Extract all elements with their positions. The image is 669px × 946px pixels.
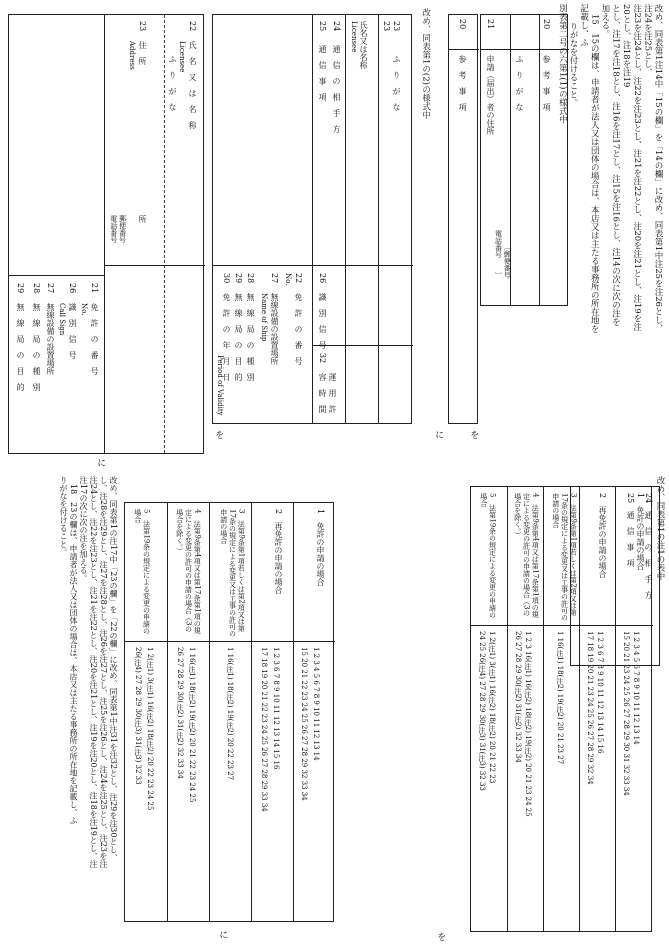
table-row-label: 3 法第9条第1項若しくは第2項又は第17条の規定による変更又は工事の許可の申請の場合: [219, 509, 246, 637]
table-row-values: 26 27 28 29 30(注2) 31(注2) 32 33 34: [175, 647, 184, 779]
row-number: 21: [486, 19, 495, 30]
postal-field: 郵便番号 電話番号: [109, 215, 127, 243]
row-label: 参 考 事 項: [458, 55, 467, 111]
table-row-label: 4 法第9条第4項又は第17条第1項の規定による変更の許可の申請の場合（3の場合を除く。）: [513, 493, 540, 618]
row-number: 24: [644, 493, 653, 504]
bottom-note-text: [6, 476, 118, 936]
table-row-values: 1 2 3 4 5 6 7 8 9 10 11 12 13 14: [631, 631, 640, 745]
table-row-values: 1 2(注1) 3(注1) 16(注2) 18(注2) 20 21 22 23: [487, 631, 496, 784]
row-number: 22: [188, 21, 197, 32]
kaime-text: 改め、同表第1の(2)の様式中: [420, 8, 431, 119]
table-row-values: 17 18 19 20 21 23 24 25 26 27 28 29 32 34: [585, 631, 594, 785]
table-row-values: 1 16(注1) 18(注2) 19(注2) 20 21 23 27: [555, 631, 564, 765]
row-number: 20: [458, 19, 467, 30]
note-line: 改め、同表第1の注17中「23の欄」を「22の欄」に改め、同表第1中注31を注32とし、注29を注30とし、: [109, 476, 118, 862]
row-label: 無 線 局 の 目 的: [234, 293, 243, 381]
table-row-values: 17 18 19 20 21 22 23 24 25 26 27 28 29 33 34: [259, 647, 268, 812]
row-number: 23: [382, 21, 391, 32]
table-row-values: 1 16(注1) 18(注2) 19(注2) 20 21 22 23 24 25: [187, 647, 196, 803]
kaime-text: 改め、同表第1の注1の表中: [655, 476, 665, 581]
postal-field: 〔郵便番号 電話番号 〕: [494, 230, 512, 279]
row-label: 所: [138, 215, 147, 223]
row-number: 28: [246, 273, 255, 284]
table-row-label: 2 再免許の申請の場合: [274, 509, 283, 595]
table-row-label: 1 免許の申請の場合: [636, 493, 645, 571]
row-sub: Name of Ship: [259, 293, 268, 342]
row-sub: Call Sign: [57, 303, 66, 336]
row-label: 運 用 許 容 時 間: [318, 373, 337, 421]
wo-text: を: [213, 430, 224, 439]
row-label: 氏 名 又 は 名 称: [188, 41, 197, 129]
row-label: 申請（届出）者の住所: [486, 55, 495, 135]
ni-mark-bottom: [216, 930, 227, 939]
row-number: 23: [392, 21, 401, 32]
table-row-values: 26(注4) 27 28 29 30(注3) 31(注3) 32 33: [133, 647, 142, 785]
table-row-values: 15 20 21 22 23 24 25 26 27 28 29 32 33 34: [299, 647, 308, 801]
row-label: 氏名又は名称: [359, 21, 368, 69]
row-number: 20: [542, 19, 551, 30]
table-row-values: 1 2 3 4 5 6 7 8 9 10 11 12 13 14: [311, 647, 320, 761]
table-row-values: 15 20 21 23 24 25 26 27 28 29 30 31 32 33 34: [621, 631, 630, 796]
wo-mark-2: [212, 430, 223, 439]
table-row-label: 5 法第19条の規定による変更の申請の場合: [479, 493, 497, 619]
table-row-values: 24 25 26(注4) 27 28 29 30(注3) 31(注3) 32 33: [477, 631, 486, 791]
note-line: 18 23の欄は、申請者が法人又は団体の場合は、本店又は主たる事務所の所在地を記載し、ふ: [69, 484, 78, 825]
row-number: 25: [318, 21, 327, 32]
note-line: りがなを付けること。: [568, 22, 578, 107]
row-label: 無 線 局 の 種 別: [32, 303, 41, 391]
row-label: 無線設備の設置場所: [46, 303, 55, 375]
table-row-label: 1 免許の申請の場合: [316, 509, 325, 587]
row-sub: Licensee: [349, 21, 358, 53]
note-line: 改め、同表第1注14中「15の欄」を「14の欄」に改め、同表第1中注25を注26とし、注24を注25とし、: [642, 4, 663, 333]
row-number: 27: [46, 283, 55, 294]
note-line: とし、注17を注18とし、注16を注17とし、注15を注16とし、注14の次に次の注を加える。: [599, 4, 621, 327]
row-label: 通 信 の 相 手 方: [332, 45, 341, 133]
row-label: 識 別 信 号: [68, 303, 77, 359]
furigana-label: ふ り が な: [168, 55, 177, 111]
row-number: 21: [90, 283, 99, 294]
note-line: 注24とし、注22を注23とし、注21を注22とし、注20を注21とし、注19を注20とし、注18を注19とし、注: [89, 476, 98, 868]
row-label: 免 許 の 番 号: [294, 293, 303, 365]
row-number: 22: [294, 273, 303, 284]
table-row-label: 5 法第19条の規定による変更の申請の場合: [133, 509, 151, 635]
note-line: りがなを付けること。: [59, 476, 68, 556]
top-section: [0, 0, 669, 470]
row-sub: No.: [283, 273, 292, 286]
row-number: 24: [332, 21, 341, 32]
table-row-label: 4 法第9条第4項又は第17条第1項の規定による変更の許可の申請の場合（3の場合を除く。）: [175, 509, 202, 634]
row-sub: Period of Validity: [215, 355, 224, 416]
wo-text: を: [435, 932, 446, 941]
row-number: 26: [68, 283, 77, 294]
top-note-text: [557, 4, 663, 334]
wo-text: を: [468, 430, 479, 439]
row-number: 26: [318, 273, 327, 284]
row-sub: No.: [79, 303, 88, 316]
ni-mark: [432, 430, 443, 439]
table-row-label: 3 法第9条第1項若しくは第2項又は第17条の規定による変更又は工事の許可の申請の場合: [551, 493, 578, 621]
note-line: 注23を注24とし、注22を注23とし、注21を注22とし、注20を注21とし、注19を注20とし、注18を注19: [621, 4, 642, 331]
table-row-values: 1 2 3 16(注1) 16(注2) 18(注2) 19(注2) 20 21 23 24 25: [523, 631, 532, 817]
note-line: し、注28を注29とし、注27を注28とし、注26を注27とし、注25を注26とし、注24を注25とし、注23を注: [99, 476, 108, 868]
form-box-left: [8, 14, 204, 454]
row-label: 住 所: [138, 41, 147, 65]
table-row-values: 1 2 3 6 7 8 9 10 11 12 13 14 15 16: [595, 631, 604, 754]
row-label: 免 許 の 番 号: [90, 303, 99, 375]
furigana-label: ふ り が な: [515, 55, 524, 111]
table-new: [124, 502, 334, 922]
row-number: 32: [318, 353, 327, 364]
table-row-label: 2 再免許の申請の場合: [598, 493, 607, 579]
kaime-line: [420, 8, 431, 119]
row-number: 29: [234, 273, 243, 284]
row-label: 無 線 局 の 種 別: [246, 293, 255, 381]
row-sub: Address: [127, 41, 136, 70]
wo-mark: [467, 430, 478, 439]
table-row-values: 1 2(注1) 3(注1) 16(注2) 18(注2) 20 22 23 24 25: [145, 647, 154, 811]
row-label: 免 許 の 年 月 日: [222, 293, 231, 381]
bottom-section: [0, 472, 669, 946]
form-box-new: [448, 14, 478, 424]
row-number: 27: [270, 273, 279, 284]
table-row-values: 1 2 3 6 7 8 9 10 11 12 13 14 15 16: [271, 647, 280, 770]
wo-mark-bottom: [434, 932, 445, 941]
ni-text: に: [217, 930, 228, 939]
form-box-old: [480, 14, 568, 306]
row-label: 識 別 信 号: [318, 293, 327, 349]
table-row-values: 1 16(注1) 18(注2) 19(注2) 20 22 23 27: [225, 647, 234, 781]
note-line: 注17の次に次の注を加える。: [79, 476, 88, 583]
row-label: 通 信 事 項: [626, 511, 635, 567]
row-number: 25: [626, 493, 635, 504]
ni-text: に: [95, 458, 106, 467]
note-line: 15 15の欄は、申請者が法人又は団体の場合は、本店又は主たる事務所の所在地を記載し、ふ: [578, 4, 600, 334]
row-label: ふ り が な: [392, 55, 401, 111]
row-label: 通 信 事 項: [318, 45, 327, 101]
row-number: 28: [32, 283, 41, 294]
row-label: 参 考 事 項: [542, 55, 551, 111]
row-label: 無 線 局 の 目 的: [16, 303, 25, 391]
row-number: 29: [16, 283, 25, 294]
row-number: 30: [222, 273, 231, 284]
row-label: 無線設備の設置場所: [270, 293, 279, 365]
row-sub: Licensee: [177, 41, 186, 73]
row-label: 通 信 の 相 手 方: [644, 511, 653, 599]
ni-mark-2: [94, 458, 105, 467]
box-top-right: [570, 486, 660, 666]
row-number: 23: [138, 21, 147, 32]
table-row-values: 26 27 28 29 30(注2) 31(注2) 32 33 34: [513, 631, 522, 763]
note-line: 別表第二号の六第1(1)の様式中: [557, 4, 568, 124]
form-box-main: [212, 14, 412, 424]
ni-text: に: [433, 430, 444, 439]
